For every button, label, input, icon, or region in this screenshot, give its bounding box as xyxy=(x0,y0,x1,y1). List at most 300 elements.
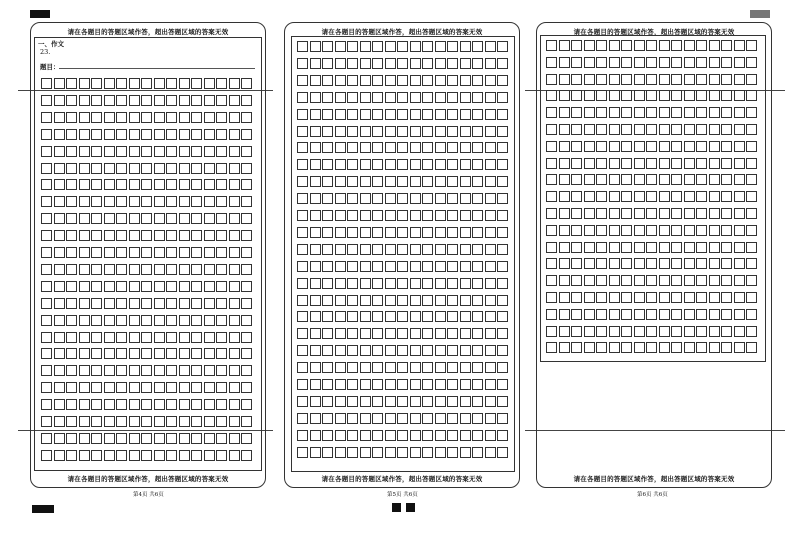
grid-cell[interactable] xyxy=(141,78,152,89)
grid-cell[interactable] xyxy=(66,112,77,123)
grid-cell[interactable] xyxy=(297,311,308,322)
grid-cell[interactable] xyxy=(634,242,645,253)
grid-cell[interactable] xyxy=(91,332,102,343)
grid-cell[interactable] xyxy=(397,396,408,407)
grid-cell[interactable] xyxy=(360,311,371,322)
grid-cell[interactable] xyxy=(684,292,695,303)
grid-cell[interactable] xyxy=(385,430,396,441)
grid-cell[interactable] xyxy=(397,413,408,424)
grid-cell[interactable] xyxy=(360,328,371,339)
grid-cell[interactable] xyxy=(241,196,252,207)
grid-cell[interactable] xyxy=(347,278,358,289)
grid-cell[interactable] xyxy=(397,210,408,221)
grid-cell[interactable] xyxy=(435,345,446,356)
grid-cell[interactable] xyxy=(104,365,115,376)
grid-cell[interactable] xyxy=(347,176,358,187)
grid-cell[interactable] xyxy=(141,247,152,258)
grid-cell[interactable] xyxy=(634,225,645,236)
grid-cell[interactable] xyxy=(54,112,65,123)
grid-cell[interactable] xyxy=(485,413,496,424)
grid-cell[interactable] xyxy=(734,342,745,353)
grid-cell[interactable] xyxy=(129,298,140,309)
grid-cell[interactable] xyxy=(497,176,508,187)
grid-cell[interactable] xyxy=(609,90,620,101)
grid-cell[interactable] xyxy=(41,247,52,258)
grid-cell[interactable] xyxy=(166,365,177,376)
grid-cell[interactable] xyxy=(497,278,508,289)
grid-cell[interactable] xyxy=(360,345,371,356)
grid-cell[interactable] xyxy=(721,292,732,303)
grid-cell[interactable] xyxy=(734,191,745,202)
grid-cell[interactable] xyxy=(609,326,620,337)
grid-cell[interactable] xyxy=(422,447,433,458)
grid-cell[interactable] xyxy=(360,75,371,86)
grid-cell[interactable] xyxy=(41,179,52,190)
grid-cell[interactable] xyxy=(671,40,682,51)
grid-cell[interactable] xyxy=(385,362,396,373)
grid-cell[interactable] xyxy=(104,450,115,461)
grid-cell[interactable] xyxy=(447,328,458,339)
grid-cell[interactable] xyxy=(435,227,446,238)
grid-cell[interactable] xyxy=(297,362,308,373)
grid-cell[interactable] xyxy=(559,174,570,185)
grid-cell[interactable] xyxy=(385,345,396,356)
grid-cell[interactable] xyxy=(216,264,227,275)
grid-cell[interactable] xyxy=(596,326,607,337)
grid-cell[interactable] xyxy=(191,129,202,140)
grid-cell[interactable] xyxy=(297,379,308,390)
grid-cell[interactable] xyxy=(191,450,202,461)
grid-cell[interactable] xyxy=(116,146,127,157)
grid-cell[interactable] xyxy=(435,244,446,255)
grid-cell[interactable] xyxy=(634,74,645,85)
grid-cell[interactable] xyxy=(435,176,446,187)
grid-cell[interactable] xyxy=(696,57,707,68)
grid-cell[interactable] xyxy=(634,90,645,101)
grid-cell[interactable] xyxy=(166,247,177,258)
grid-cell[interactable] xyxy=(709,191,720,202)
grid-cell[interactable] xyxy=(297,227,308,238)
grid-cell[interactable] xyxy=(310,295,321,306)
grid-cell[interactable] xyxy=(191,213,202,224)
grid-cell[interactable] xyxy=(66,281,77,292)
grid-cell[interactable] xyxy=(179,450,190,461)
grid-cell[interactable] xyxy=(546,309,557,320)
grid-cell[interactable] xyxy=(621,158,632,169)
grid-cell[interactable] xyxy=(435,278,446,289)
grid-cell[interactable] xyxy=(229,348,240,359)
grid-cell[interactable] xyxy=(322,295,333,306)
grid-cell[interactable] xyxy=(385,447,396,458)
grid-cell[interactable] xyxy=(447,126,458,137)
grid-cell[interactable] xyxy=(204,450,215,461)
grid-cell[interactable] xyxy=(435,295,446,306)
grid-cell[interactable] xyxy=(497,295,508,306)
grid-cell[interactable] xyxy=(79,78,90,89)
grid-cell[interactable] xyxy=(546,158,557,169)
grid-cell[interactable] xyxy=(671,74,682,85)
grid-cell[interactable] xyxy=(422,413,433,424)
grid-cell[interactable] xyxy=(497,311,508,322)
grid-cell[interactable] xyxy=(571,342,582,353)
grid-cell[interactable] xyxy=(696,292,707,303)
grid-cell[interactable] xyxy=(422,176,433,187)
grid-cell[interactable] xyxy=(54,433,65,444)
grid-cell[interactable] xyxy=(204,146,215,157)
grid-cell[interactable] xyxy=(546,124,557,135)
grid-cell[interactable] xyxy=(66,348,77,359)
grid-cell[interactable] xyxy=(621,124,632,135)
grid-cell[interactable] xyxy=(410,261,421,272)
grid-cell[interactable] xyxy=(229,179,240,190)
grid-cell[interactable] xyxy=(460,447,471,458)
grid-cell[interactable] xyxy=(322,379,333,390)
grid-cell[interactable] xyxy=(410,345,421,356)
grid-cell[interactable] xyxy=(709,225,720,236)
grid-cell[interactable] xyxy=(571,90,582,101)
grid-cell[interactable] xyxy=(746,141,757,152)
grid-cell[interactable] xyxy=(447,447,458,458)
grid-cell[interactable] xyxy=(322,227,333,238)
grid-cell[interactable] xyxy=(410,430,421,441)
grid-cell[interactable] xyxy=(596,208,607,219)
grid-cell[interactable] xyxy=(671,342,682,353)
grid-cell[interactable] xyxy=(721,74,732,85)
grid-cell[interactable] xyxy=(229,433,240,444)
grid-cell[interactable] xyxy=(410,328,421,339)
grid-cell[interactable] xyxy=(335,430,346,441)
grid-cell[interactable] xyxy=(596,57,607,68)
grid-cell[interactable] xyxy=(422,227,433,238)
grid-cell[interactable] xyxy=(141,348,152,359)
grid-cell[interactable] xyxy=(179,112,190,123)
grid-cell[interactable] xyxy=(116,213,127,224)
grid-cell[interactable] xyxy=(335,278,346,289)
grid-cell[interactable] xyxy=(497,447,508,458)
grid-cell[interactable] xyxy=(721,342,732,353)
grid-cell[interactable] xyxy=(297,413,308,424)
grid-cell[interactable] xyxy=(472,396,483,407)
grid-cell[interactable] xyxy=(410,362,421,373)
grid-cell[interactable] xyxy=(104,281,115,292)
grid-cell[interactable] xyxy=(229,163,240,174)
grid-cell[interactable] xyxy=(166,382,177,393)
grid-cell[interactable] xyxy=(216,78,227,89)
grid-cell[interactable] xyxy=(422,244,433,255)
grid-cell[interactable] xyxy=(671,174,682,185)
grid-cell[interactable] xyxy=(385,278,396,289)
grid-cell[interactable] xyxy=(66,146,77,157)
grid-cell[interactable] xyxy=(709,242,720,253)
grid-cell[interactable] xyxy=(310,75,321,86)
grid-cell[interactable] xyxy=(472,413,483,424)
grid-cell[interactable] xyxy=(79,129,90,140)
grid-cell[interactable] xyxy=(297,126,308,137)
grid-cell[interactable] xyxy=(54,196,65,207)
grid-cell[interactable] xyxy=(310,227,321,238)
grid-cell[interactable] xyxy=(696,90,707,101)
grid-cell[interactable] xyxy=(372,295,383,306)
grid-cell[interactable] xyxy=(141,332,152,343)
grid-cell[interactable] xyxy=(91,112,102,123)
grid-cell[interactable] xyxy=(609,57,620,68)
grid-cell[interactable] xyxy=(322,345,333,356)
grid-cell[interactable] xyxy=(460,58,471,69)
grid-cell[interactable] xyxy=(397,92,408,103)
grid-cell[interactable] xyxy=(66,78,77,89)
grid-cell[interactable] xyxy=(659,258,670,269)
grid-cell[interactable] xyxy=(472,176,483,187)
grid-cell[interactable] xyxy=(709,309,720,320)
grid-cell[interactable] xyxy=(709,258,720,269)
grid-cell[interactable] xyxy=(179,332,190,343)
grid-cell[interactable] xyxy=(559,258,570,269)
grid-cell[interactable] xyxy=(66,163,77,174)
grid-cell[interactable] xyxy=(659,225,670,236)
grid-cell[interactable] xyxy=(472,311,483,322)
grid-cell[interactable] xyxy=(310,210,321,221)
grid-cell[interactable] xyxy=(721,258,732,269)
grid-cell[interactable] xyxy=(91,416,102,427)
grid-cell[interactable] xyxy=(191,298,202,309)
grid-cell[interactable] xyxy=(472,261,483,272)
grid-cell[interactable] xyxy=(141,433,152,444)
grid-cell[interactable] xyxy=(584,342,595,353)
grid-cell[interactable] xyxy=(216,416,227,427)
grid-cell[interactable] xyxy=(485,159,496,170)
grid-cell[interactable] xyxy=(360,379,371,390)
grid-cell[interactable] xyxy=(696,174,707,185)
grid-cell[interactable] xyxy=(634,275,645,286)
grid-cell[interactable] xyxy=(166,416,177,427)
grid-cell[interactable] xyxy=(709,90,720,101)
grid-cell[interactable] xyxy=(372,109,383,120)
grid-cell[interactable] xyxy=(559,326,570,337)
grid-cell[interactable] xyxy=(684,90,695,101)
grid-cell[interactable] xyxy=(422,311,433,322)
grid-cell[interactable] xyxy=(41,298,52,309)
grid-cell[interactable] xyxy=(596,40,607,51)
grid-cell[interactable] xyxy=(166,213,177,224)
grid-cell[interactable] xyxy=(584,90,595,101)
grid-cell[interactable] xyxy=(204,365,215,376)
grid-cell[interactable] xyxy=(322,413,333,424)
grid-cell[interactable] xyxy=(41,264,52,275)
grid-cell[interactable] xyxy=(204,264,215,275)
grid-cell[interactable] xyxy=(322,92,333,103)
grid-cell[interactable] xyxy=(216,146,227,157)
grid-cell[interactable] xyxy=(734,40,745,51)
grid-cell[interactable] xyxy=(335,159,346,170)
grid-cell[interactable] xyxy=(497,109,508,120)
grid-cell[interactable] xyxy=(41,450,52,461)
grid-cell[interactable] xyxy=(179,264,190,275)
grid-cell[interactable] xyxy=(472,193,483,204)
grid-cell[interactable] xyxy=(41,146,52,157)
grid-cell[interactable] xyxy=(335,92,346,103)
grid-cell[interactable] xyxy=(734,225,745,236)
grid-cell[interactable] xyxy=(472,430,483,441)
grid-cell[interactable] xyxy=(191,95,202,106)
grid-cell[interactable] xyxy=(422,345,433,356)
grid-cell[interactable] xyxy=(229,247,240,258)
grid-cell[interactable] xyxy=(497,261,508,272)
grid-cell[interactable] xyxy=(204,230,215,241)
grid-cell[interactable] xyxy=(129,163,140,174)
grid-cell[interactable] xyxy=(410,396,421,407)
grid-cell[interactable] xyxy=(546,40,557,51)
grid-cell[interactable] xyxy=(460,193,471,204)
grid-cell[interactable] xyxy=(241,365,252,376)
grid-cell[interactable] xyxy=(596,275,607,286)
grid-cell[interactable] xyxy=(497,142,508,153)
grid-cell[interactable] xyxy=(154,365,165,376)
grid-cell[interactable] xyxy=(91,95,102,106)
grid-cell[interactable] xyxy=(410,278,421,289)
grid-cell[interactable] xyxy=(410,244,421,255)
grid-cell[interactable] xyxy=(166,433,177,444)
grid-cell[interactable] xyxy=(204,281,215,292)
grid-cell[interactable] xyxy=(116,163,127,174)
grid-cell[interactable] xyxy=(485,58,496,69)
grid-cell[interactable] xyxy=(229,281,240,292)
grid-cell[interactable] xyxy=(385,142,396,153)
grid-cell[interactable] xyxy=(397,193,408,204)
grid-cell[interactable] xyxy=(721,242,732,253)
grid-cell[interactable] xyxy=(129,416,140,427)
grid-cell[interactable] xyxy=(646,124,657,135)
grid-cell[interactable] xyxy=(659,107,670,118)
grid-cell[interactable] xyxy=(460,210,471,221)
grid-cell[interactable] xyxy=(485,109,496,120)
grid-cell[interactable] xyxy=(485,92,496,103)
grid-cell[interactable] xyxy=(646,74,657,85)
grid-cell[interactable] xyxy=(746,225,757,236)
grid-cell[interactable] xyxy=(435,92,446,103)
grid-cell[interactable] xyxy=(621,342,632,353)
grid-cell[interactable] xyxy=(322,447,333,458)
grid-cell[interactable] xyxy=(241,298,252,309)
grid-cell[interactable] xyxy=(571,225,582,236)
grid-cell[interactable] xyxy=(584,326,595,337)
grid-cell[interactable] xyxy=(621,40,632,51)
grid-cell[interactable] xyxy=(191,348,202,359)
grid-cell[interactable] xyxy=(104,247,115,258)
grid-cell[interactable] xyxy=(460,109,471,120)
grid-cell[interactable] xyxy=(79,416,90,427)
grid-cell[interactable] xyxy=(397,159,408,170)
grid-cell[interactable] xyxy=(422,379,433,390)
grid-cell[interactable] xyxy=(310,126,321,137)
grid-cell[interactable] xyxy=(310,328,321,339)
grid-cell[interactable] xyxy=(66,433,77,444)
grid-cell[interactable] xyxy=(460,92,471,103)
grid-cell[interactable] xyxy=(335,362,346,373)
grid-cell[interactable] xyxy=(91,348,102,359)
grid-cell[interactable] xyxy=(335,295,346,306)
grid-cell[interactable] xyxy=(116,112,127,123)
grid-cell[interactable] xyxy=(141,196,152,207)
grid-cell[interactable] xyxy=(397,278,408,289)
grid-cell[interactable] xyxy=(310,142,321,153)
grid-cell[interactable] xyxy=(609,74,620,85)
grid-cell[interactable] xyxy=(410,295,421,306)
grid-cell[interactable] xyxy=(571,141,582,152)
grid-cell[interactable] xyxy=(79,247,90,258)
grid-cell[interactable] xyxy=(241,95,252,106)
grid-cell[interactable] xyxy=(54,78,65,89)
grid-cell[interactable] xyxy=(154,230,165,241)
grid-cell[interactable] xyxy=(297,430,308,441)
grid-cell[interactable] xyxy=(310,345,321,356)
grid-cell[interactable] xyxy=(596,342,607,353)
grid-cell[interactable] xyxy=(229,213,240,224)
grid-cell[interactable] xyxy=(584,57,595,68)
grid-cell[interactable] xyxy=(179,382,190,393)
grid-cell[interactable] xyxy=(721,326,732,337)
grid-cell[interactable] xyxy=(709,107,720,118)
grid-cell[interactable] xyxy=(410,210,421,221)
grid-cell[interactable] xyxy=(497,210,508,221)
grid-cell[interactable] xyxy=(684,225,695,236)
grid-cell[interactable] xyxy=(41,213,52,224)
grid-cell[interactable] xyxy=(746,74,757,85)
grid-cell[interactable] xyxy=(79,450,90,461)
grid-cell[interactable] xyxy=(91,298,102,309)
grid-cell[interactable] xyxy=(447,295,458,306)
grid-cell[interactable] xyxy=(472,362,483,373)
grid-cell[interactable] xyxy=(485,447,496,458)
grid-cell[interactable] xyxy=(104,298,115,309)
grid-cell[interactable] xyxy=(472,328,483,339)
grid-cell[interactable] xyxy=(54,399,65,410)
grid-cell[interactable] xyxy=(734,158,745,169)
grid-cell[interactable] xyxy=(116,281,127,292)
grid-cell[interactable] xyxy=(66,95,77,106)
grid-cell[interactable] xyxy=(372,142,383,153)
grid-cell[interactable] xyxy=(241,315,252,326)
grid-cell[interactable] xyxy=(696,309,707,320)
grid-cell[interactable] xyxy=(91,196,102,207)
grid-cell[interactable] xyxy=(141,365,152,376)
grid-cell[interactable] xyxy=(166,281,177,292)
grid-cell[interactable] xyxy=(310,176,321,187)
grid-cell[interactable] xyxy=(621,275,632,286)
grid-cell[interactable] xyxy=(216,433,227,444)
grid-cell[interactable] xyxy=(216,298,227,309)
grid-cell[interactable] xyxy=(179,416,190,427)
grid-cell[interactable] xyxy=(734,141,745,152)
grid-cell[interactable] xyxy=(297,345,308,356)
grid-cell[interactable] xyxy=(671,258,682,269)
grid-cell[interactable] xyxy=(229,382,240,393)
grid-cell[interactable] xyxy=(54,264,65,275)
grid-cell[interactable] xyxy=(659,292,670,303)
grid-cell[interactable] xyxy=(335,75,346,86)
grid-cell[interactable] xyxy=(659,242,670,253)
grid-cell[interactable] xyxy=(347,58,358,69)
grid-cell[interactable] xyxy=(216,382,227,393)
grid-cell[interactable] xyxy=(204,78,215,89)
grid-cell[interactable] xyxy=(497,75,508,86)
grid-cell[interactable] xyxy=(410,142,421,153)
grid-cell[interactable] xyxy=(447,159,458,170)
grid-cell[interactable] xyxy=(609,124,620,135)
grid-cell[interactable] xyxy=(460,278,471,289)
grid-cell[interactable] xyxy=(472,75,483,86)
grid-cell[interactable] xyxy=(671,292,682,303)
grid-cell[interactable] xyxy=(116,399,127,410)
